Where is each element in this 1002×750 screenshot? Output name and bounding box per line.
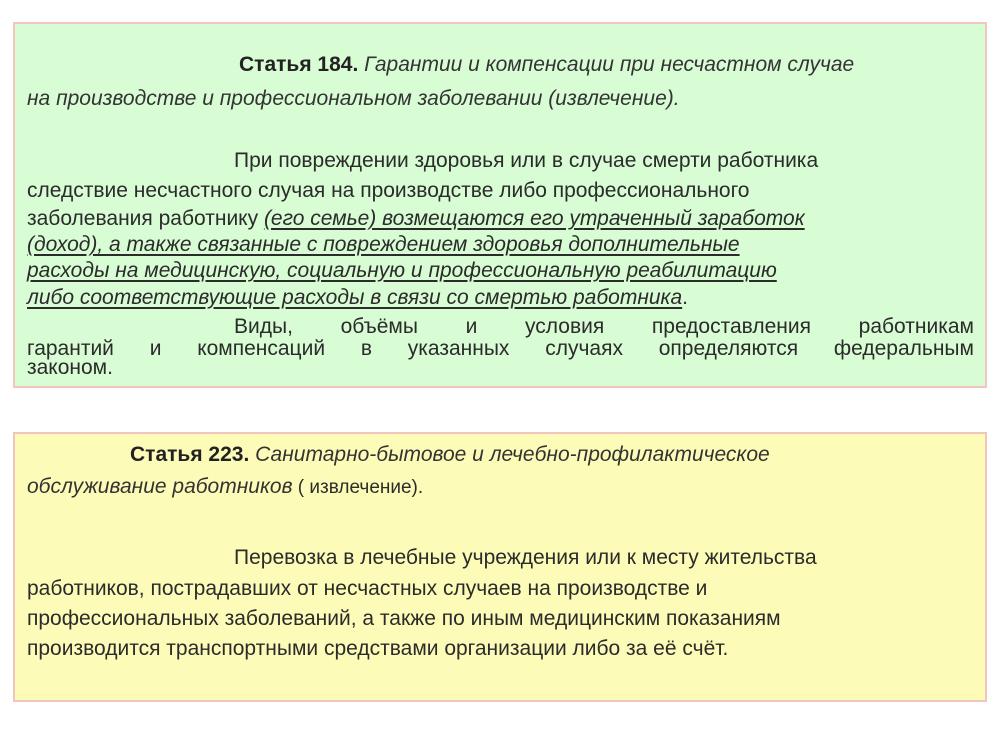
word: компенсаций: [197, 337, 326, 360]
article-184-p2-line2: [27, 338, 974, 360]
article-223-heading-line2: [27, 474, 423, 501]
article-184-p1-line5: расходы на медицинскую, социальную и профессиональную реабилитацию: [27, 259, 777, 282]
article-184-heading: [239, 52, 854, 78]
article-184-p1-line1: При повреждении здоровья или в случае смерти работника: [234, 149, 819, 172]
article-184-p1-line3: [27, 206, 805, 232]
word: федеральным: [833, 337, 974, 360]
article-184-number: Статья 184.: [239, 53, 359, 76]
word: предоставления: [651, 315, 811, 338]
article-223-heading-suffix: ( извлечение).: [292, 477, 424, 498]
article-223-p1-line1: Перевозка в лечебные учреждения или к месту жительства: [234, 546, 817, 569]
word: и: [149, 337, 162, 360]
article-184-p1-line6-underlined: либо соответствующие расходы в связи со смертью работника: [27, 286, 683, 309]
article-184-heading-line2: [27, 86, 680, 112]
article-184-p1-line3-underlined: (его семье) возмещаются его утраченный заработок: [263, 207, 805, 230]
article-184-p1-line4: (доход), а также связанные с повреждением здоровья дополнительные: [27, 233, 740, 256]
article-184-title-part2: на производстве и профессиональном заболевании (извлечение).: [27, 87, 680, 110]
word: определяются: [658, 337, 799, 360]
word: гарантий: [27, 337, 114, 360]
article-223-p1-line2: работников, пострадавших от несчастных случаев на производстве и: [27, 577, 708, 600]
article-184-p2-line3: законом.: [27, 356, 113, 379]
word: случаях: [545, 337, 623, 360]
word: указанных: [407, 337, 510, 360]
article-223-number: Статья 223.: [130, 443, 250, 466]
article-223-p1-line3: профессиональных заболеваний, а также по иным медицинским показаниям: [27, 607, 781, 630]
article-223-title-part2: обслуживание работников: [27, 475, 293, 498]
word: Виды,: [234, 315, 293, 338]
article-184-p1-line3-plain: заболевания работнику: [27, 207, 264, 230]
article-223-heading: [130, 442, 770, 468]
article-223-title-part1: Санитарно-бытовое и лечебно-профилактическое: [249, 443, 770, 466]
word: объёмы: [340, 315, 418, 338]
word: условия: [525, 315, 605, 338]
word: в: [360, 337, 372, 360]
article-184-p2-line1: [234, 316, 974, 338]
article-184-p1-line2: следствие несчастного случая на производстве либо профессионального: [27, 179, 750, 202]
article-184-title-part1: Гарантии и компенсации при несчастном случае: [358, 53, 855, 76]
article-223-p1-line4: производится транспортными средствами организации либо за её счёт.: [27, 637, 729, 660]
article-184-p1-line6: [27, 285, 688, 311]
word: работникам: [858, 315, 974, 338]
word: и: [465, 315, 478, 338]
article-184-p1-line6-end: .: [682, 286, 688, 309]
